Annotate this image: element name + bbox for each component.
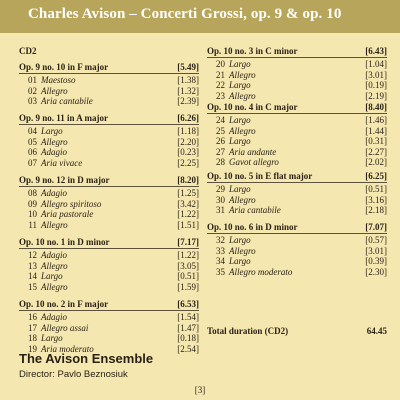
work-heading [19,62,199,72]
track-number: 24 [216,115,225,125]
track-number: 31 [216,205,225,215]
track-number: 29 [216,184,225,194]
work-block [19,113,199,168]
track-number: 27 [216,146,225,157]
track-row [19,312,199,323]
work-heading [207,171,387,181]
ensemble-name: The Avison Ensemble [19,351,154,366]
work-title: Op. 9 no. 11 in A major [19,113,109,123]
track-duration: [1.22] [177,209,199,219]
track-number: 12 [28,250,37,260]
track-title: Allegro spiritoso [41,198,102,209]
track-row [207,59,387,70]
work-title: Op. 9 no. 10 in F major [19,62,109,72]
track-row [19,158,199,169]
page-number: [3] [194,385,206,395]
work-block [19,175,199,230]
header-band [0,0,400,33]
work-divider [19,186,199,187]
track-row [19,86,199,97]
track-title: Allegro [41,136,68,147]
track-number: 25 [216,125,225,136]
track-duration: [1.25] [177,188,199,198]
track-number: 06 [28,147,37,157]
track-number: 32 [216,235,225,245]
track-title: Allegro [229,194,256,205]
track-duration: [1.32] [177,85,199,96]
track-duration: [3.16] [365,194,387,205]
track-row [19,282,199,293]
track-duration: [0.23] [177,147,199,157]
work-duration: [6.43] [365,46,387,56]
track-duration: [3.01] [365,245,387,256]
track-title: Allegro [41,260,68,271]
track-duration: [2.39] [177,96,199,106]
track-duration: [2.27] [365,146,387,157]
track-number: 01 [28,75,37,85]
work-block [19,299,199,354]
track-row [207,235,387,246]
track-number: 33 [216,245,225,256]
track-title: Gavot allegro [229,157,279,167]
track-title: Largo [229,184,251,194]
work-heading [207,222,387,232]
track-title: Allegro [229,125,256,136]
track-row [19,333,199,344]
track-duration: [2.30] [365,266,387,277]
track-row [207,115,387,126]
track-duration: [1.04] [365,59,387,69]
track-number: 28 [216,157,225,167]
track-number: 23 [216,90,225,101]
track-list [19,126,199,168]
track-duration: [0.39] [365,256,387,266]
track-list [19,250,199,292]
track-title: Largo [229,235,251,245]
track-number: 02 [28,85,37,96]
track-row [207,70,387,81]
work-duration: [5.49] [177,62,199,72]
work-divider [19,124,199,125]
work-title: Op. 9 no. 12 in D major [19,175,110,185]
track-duration: [2.02] [365,157,387,167]
track-title: Allegro assai [41,322,89,333]
track-number: 35 [216,266,225,277]
track-row [19,96,199,107]
work-divider [207,233,387,234]
track-number: 05 [28,136,37,147]
track-list [207,59,387,101]
track-number: 21 [216,69,225,80]
track-duration: [0.31] [365,136,387,146]
work-block [19,62,199,106]
work-title: Op. 10 no. 1 in D minor [19,237,110,247]
track-number: 18 [28,333,37,343]
track-row [207,157,387,168]
work-duration: [6.53] [177,299,199,309]
work-divider [207,57,387,58]
track-row [207,91,387,102]
track-row [19,250,199,261]
work-divider [19,310,199,311]
track-list [19,188,199,230]
track-title: Aria cantabile [229,205,281,215]
total-duration-label: Total duration (CD2) [207,326,289,336]
work-duration: [8.40] [365,102,387,112]
track-duration: [1.59] [177,281,199,292]
work-title: Op. 10 no. 3 in C minor [207,46,298,56]
track-duration: [1.44] [365,125,387,136]
track-number: 13 [28,260,37,271]
track-number: 19 [28,343,37,354]
track-duration: [1.51] [177,219,199,230]
track-duration: [1.47] [177,322,199,333]
work-duration: [7.17] [177,237,199,247]
track-row [19,188,199,199]
track-duration: [0.19] [365,80,387,90]
track-row [19,323,199,334]
track-title: Largo [229,256,251,266]
work-divider [19,248,199,249]
track-title: Adagio [41,312,67,322]
track-number: 20 [216,59,225,69]
work-duration: [7.07] [365,222,387,232]
track-list [207,184,387,216]
track-duration: [3.01] [365,69,387,80]
track-number: 03 [28,96,37,106]
track-title: Largo [41,333,63,343]
work-divider [207,182,387,183]
track-title: Aria pastorale [41,209,94,219]
track-row [19,220,199,231]
track-row [19,271,199,282]
track-number: 30 [216,194,225,205]
work-block [19,237,199,292]
work-heading [19,299,199,309]
work-heading [19,113,199,123]
track-title: Allegro [41,85,68,96]
track-duration: [0.57] [365,235,387,245]
disc-label: CD2 [19,46,37,56]
work-duration: [8.20] [177,175,199,185]
track-number: 10 [28,209,37,219]
track-row [207,205,387,216]
track-duration: [2.54] [177,343,199,354]
track-row [207,256,387,267]
track-number: 16 [28,312,37,322]
track-title: Aria cantabile [41,96,93,106]
track-title: Aria moderato [41,343,94,354]
track-list [19,312,199,354]
track-list [207,115,387,168]
work-duration: [6.25] [365,171,387,181]
track-row [207,80,387,91]
work-heading [19,175,199,185]
work-block [207,222,387,277]
track-row [19,209,199,220]
track-title: Adagio [41,147,67,157]
work-title: Op. 10 no. 4 in C major [207,102,298,112]
track-row [207,184,387,195]
track-row [207,147,387,158]
work-title: Op. 10 no. 6 in D minor [207,222,298,232]
track-row [19,261,199,272]
work-heading [19,237,199,247]
track-number: 26 [216,136,225,146]
track-row [207,246,387,257]
track-number: 14 [28,271,37,281]
track-duration: [0.51] [177,271,199,281]
track-row [19,137,199,148]
track-title: Adagio [41,250,67,260]
work-title: Op. 10 no. 5 in E flat major [207,171,313,181]
track-title: Largo [41,271,63,281]
track-row [207,195,387,206]
track-number: 08 [28,188,37,198]
track-title: Allegro moderato [229,266,293,277]
track-title: Largo [229,136,251,146]
track-duration: [1.46] [365,115,387,125]
track-duration: [3.05] [177,260,199,271]
track-number: 11 [28,219,37,230]
track-title: Allegro [229,90,256,101]
track-title: Largo [229,115,251,125]
work-duration: [6.26] [177,113,199,123]
track-number: 34 [216,256,225,266]
track-title: Largo [41,126,63,136]
track-row [19,126,199,137]
track-row [19,75,199,86]
track-title: Allegro [229,69,256,80]
track-duration: [0.18] [177,333,199,343]
total-duration [207,326,387,336]
track-row [19,147,199,158]
track-duration: [2.19] [365,90,387,101]
track-duration: [2.25] [177,157,199,168]
track-title: Allegro [229,245,256,256]
track-number: 04 [28,126,37,136]
track-title: Aria andante [229,146,277,157]
track-title: Adagio [41,188,67,198]
track-row [207,136,387,147]
track-title: Largo [229,59,251,69]
track-row [207,267,387,278]
track-duration: [0.51] [365,184,387,194]
track-number: 17 [28,322,37,333]
total-duration-value: 64.45 [366,326,387,336]
track-number: 09 [28,198,37,209]
track-duration: [3.42] [177,198,199,209]
track-title: Largo [229,80,251,90]
page-title: Charles Avison – Concerti Grossi, op. 9 & op. 10 [28,6,342,22]
work-block [207,102,387,167]
track-row [19,199,199,210]
track-duration: [2.18] [365,205,387,215]
track-list [19,75,199,107]
track-title: Allegro [41,281,68,292]
track-row [207,126,387,137]
track-title: Maestoso [41,75,76,85]
track-title: Allegro [41,219,68,230]
track-duration: [1.38] [177,75,199,85]
track-duration: [1.18] [177,126,199,136]
track-duration: [2.20] [177,136,199,147]
track-list [207,235,387,277]
work-divider [19,73,199,74]
track-duration: [1.22] [177,250,199,260]
work-heading [207,102,387,112]
director-credit: Director: Pavlo Beznosiuk [19,369,128,380]
track-duration: [1.54] [177,312,199,322]
track-number: 15 [28,281,37,292]
track-number: 22 [216,80,225,90]
work-block [207,46,387,101]
work-title: Op. 10 no. 2 in F major [19,299,109,309]
work-block [207,171,387,215]
track-title: Aria vivace [41,157,83,168]
work-heading [207,46,387,56]
work-divider [207,113,387,114]
track-number: 07 [28,157,37,168]
